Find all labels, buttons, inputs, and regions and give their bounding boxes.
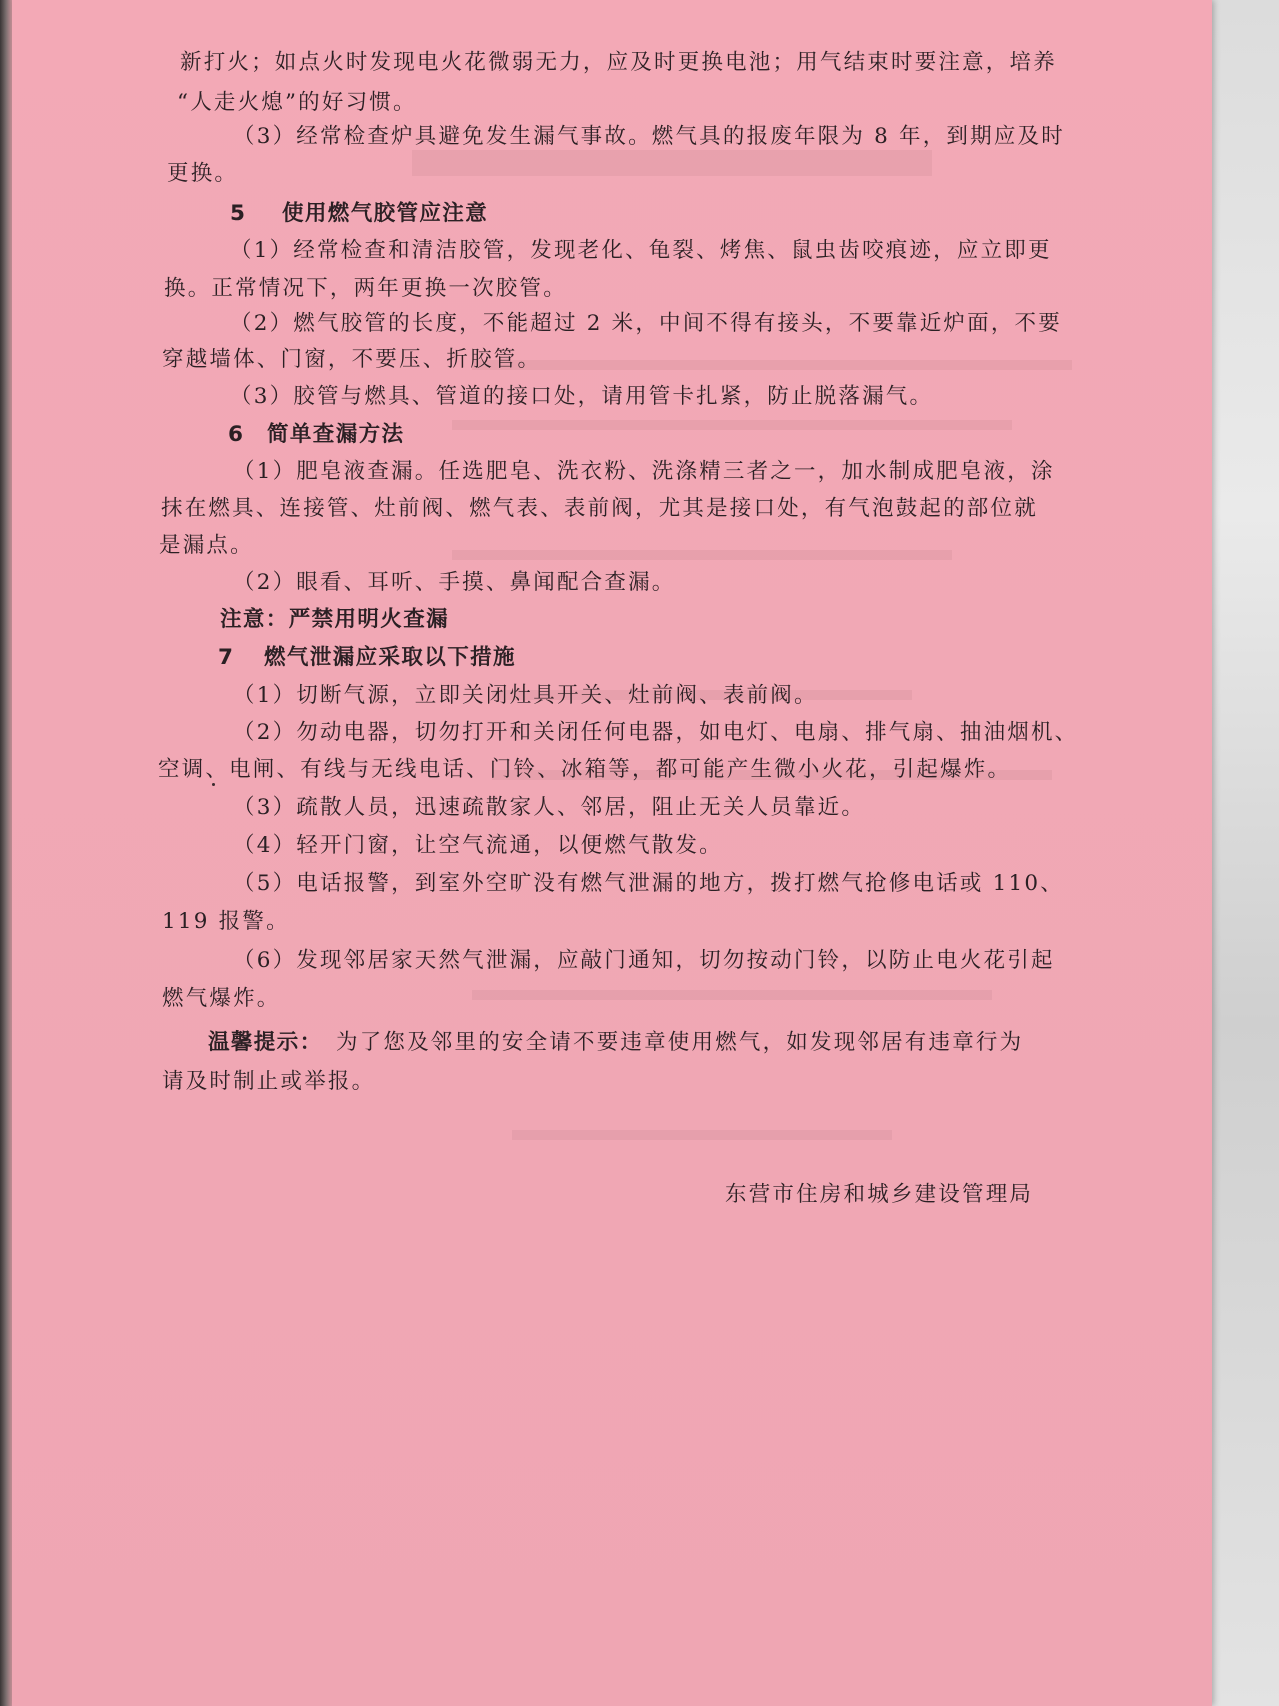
- section-6-number: 6: [228, 422, 245, 447]
- reminder-text-continued: 请及时制止或举报。: [162, 1069, 376, 1094]
- issuing-authority: 东营市住房和城乡建设管理局: [725, 1182, 1034, 1207]
- paragraph-line: （4）轻开门窗，让空气流通，以便燃气散发。: [233, 833, 723, 858]
- document-page: [12, 0, 1212, 1706]
- paragraph-line: （3）胶管与燃具、管道的接口处，请用管卡扎紧，防止脱落漏气。: [230, 384, 934, 409]
- paragraph-line: 119 报警。: [162, 909, 290, 934]
- paragraph-line: （6）发现邻居家天然气泄漏，应敲门通知，切勿按动门铃，以防止电火花引起: [233, 948, 1055, 973]
- paragraph-line: 燃气爆炸。: [162, 986, 281, 1011]
- section-7-number: 7: [218, 645, 235, 670]
- paragraph-line: 换。正常情况下，两年更换一次胶管。: [164, 276, 567, 301]
- paragraph-line: （1）切断气源，立即关闭灶具开关、灶前阀、表前阀。: [233, 683, 818, 708]
- paragraph-line: “人走火熄”的好习惯。: [177, 90, 417, 115]
- stray-mark: [212, 783, 215, 786]
- paragraph-line: 穿越墙体、门窗，不要压、折胶管。: [162, 347, 542, 372]
- paragraph-line: （1）经常检查和清洁胶管，发现老化、龟裂、烤焦、鼠虫齿咬痕迹，应立即更: [230, 238, 1052, 263]
- warning-note: 注意：严禁用明火查漏: [220, 607, 450, 632]
- paragraph-line: （2）燃气胶管的长度，不能超过 2 米，中间不得有接头，不要靠近炉面，不要: [230, 311, 1062, 336]
- paragraph-line: 是漏点。: [159, 533, 254, 558]
- section-7-heading: 燃气泄漏应采取以下措施: [264, 645, 516, 670]
- paragraph-line: （3）经常检查炉具避免发生漏气事故。燃气具的报废年限为 8 年，到期应及时: [233, 124, 1065, 149]
- section-5-number: 5: [230, 201, 247, 226]
- paragraph-line: 更换。: [167, 161, 239, 186]
- reminder-label: 温馨提示：: [208, 1030, 323, 1055]
- paragraph-line: （3）疏散人员，迅速疏散家人、邻居，阻止无关人员靠近。: [233, 795, 866, 820]
- paragraph-line: （2）勿动电器，切勿打开和关闭任何电器，如电灯、电扇、排气扇、抽油烟机、: [233, 720, 1079, 745]
- paragraph-line: 新打火；如点火时发现电火花微弱无力，应及时更换电池；用气结束时要注意，培养: [180, 50, 1057, 75]
- paragraph-line: （5）电话报警，到室外空旷没有燃气泄漏的地方，拨打燃气抢修电话或 110、: [233, 871, 1064, 896]
- section-5-heading: 使用燃气胶管应注意: [282, 201, 489, 226]
- background-surface: [1212, 0, 1279, 1706]
- paragraph-line: 抹在燃具、连接管、灶前阀、燃气表、表前阀，尤其是接口处，有气泡鼓起的部位就: [161, 496, 1038, 521]
- paragraph-line: （1）肥皂液查漏。任选肥皂、洗衣粉、洗涤精三者之一，加水制成肥皂液，涂: [233, 459, 1055, 484]
- paragraph-line: （2）眼看、耳听、手摸、鼻闻配合查漏。: [233, 570, 676, 595]
- reminder-text: 为了您及邻里的安全请不要违章使用燃气，如发现邻居有违章行为: [336, 1030, 1024, 1055]
- paragraph-line: 空调、电闸、有线与无线电话、门铃、冰箱等，都可能产生微小火花，引起爆炸。: [158, 757, 1012, 782]
- section-6-heading: 简单查漏方法: [267, 422, 405, 447]
